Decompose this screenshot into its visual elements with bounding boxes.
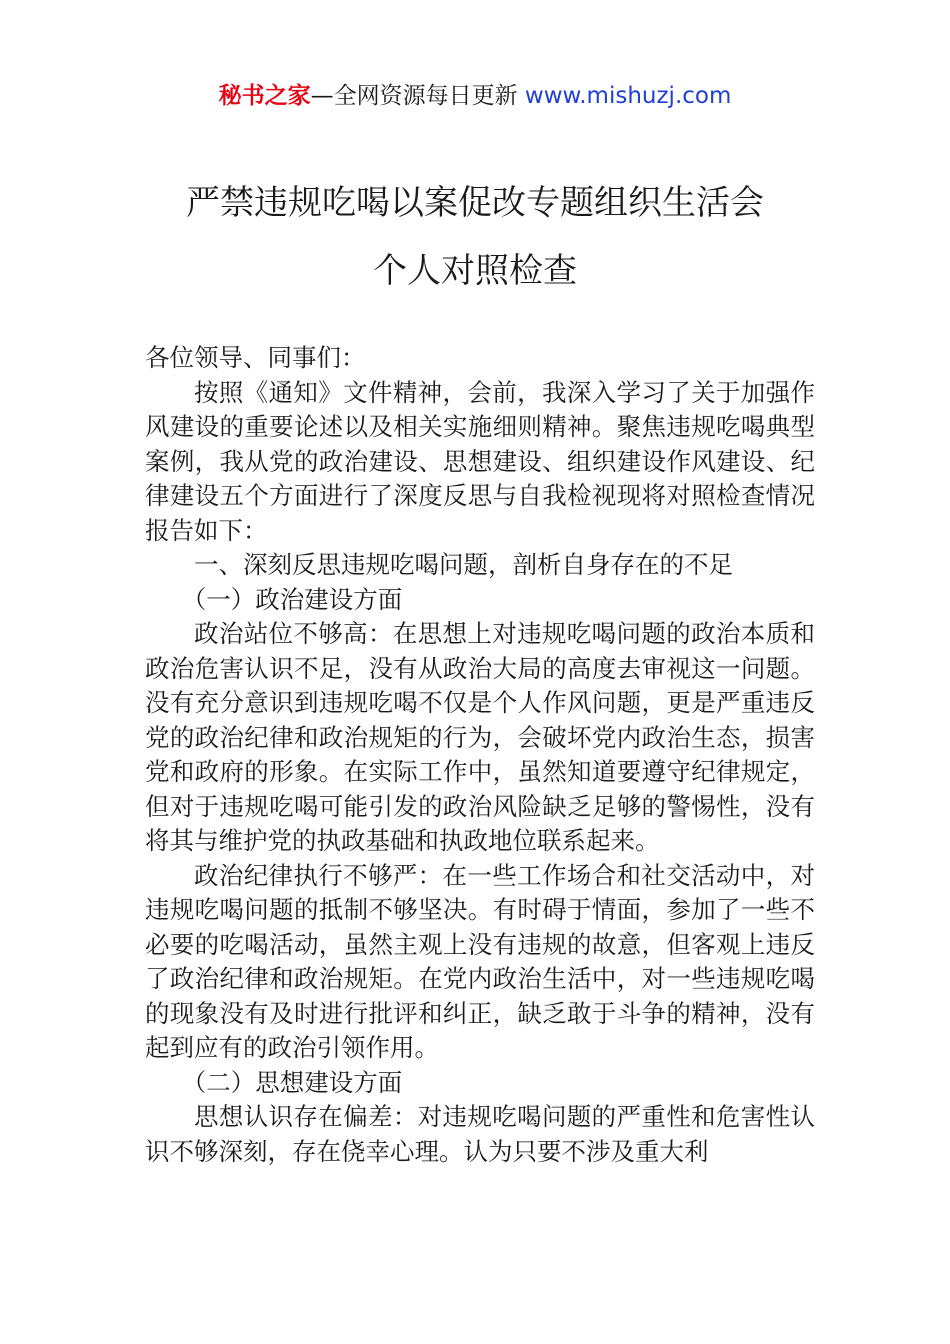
subsection-heading-political: （一）政治建设方面 (181, 584, 403, 614)
paragraph-political-stance: 政治站位不够高：在思想上对违规吃喝问题的政治本质和政治危害认识不足，没有从政治大局的高度去审视这一问题。没有充分意识到违规吃喝不仅是个人作风问题，更是严重违反党的政治纪律和政治规矩的行为，会破坏党内政治生态，损害党和政府的形象。在实际工作中，虽然知道要遵守纪律规定，但对于违规吃喝可能引发的政治风险缺乏足够的警惕性，没有将其与维护党的执政基础和执政地位联系起来。 (145, 619, 815, 855)
document-title-line-1: 严禁违规吃喝以案促改专题组织生活会 (186, 183, 764, 223)
document-body (145, 341, 815, 1169)
section-heading-1: 一、深刻反思违规吃喝问题，剖析自身存在的不足 (194, 550, 733, 579)
subsection-heading-ideological: （二）思想建设方面 (181, 1067, 403, 1097)
document-title-line-2: 个人对照检查 (373, 251, 577, 291)
paragraph-ideological-awareness: 思想认识存在偏差：对违规吃喝问题的严重性和危害性认识不够深刻，存在侥幸心理。认为只要不涉及重大利 (145, 1102, 815, 1166)
header-tagline: —全网资源每日更新 (310, 83, 525, 109)
site-url-link[interactable]: www.mishuzj.com (524, 83, 732, 109)
salutation: 各位领导、同事们： (145, 343, 366, 372)
paragraph-political-discipline: 政治纪律执行不够严：在一些工作场合和社交活动中，对违规吃喝问题的抵制不够坚决。有时碍于情面，参加了一些不必要的吃喝活动，虽然主观上没有违规的故意，但客观上违反了政治纪律和政治规矩。在党内政治生活中，对一些违规吃喝的现象没有及时进行批评和纠正，缺乏敢于斗争的精神，没有起到应有的政治引领作用。 (145, 860, 815, 1062)
brand-name: 秘书之家 (218, 83, 311, 109)
paragraph-intro: 按照《通知》文件精神，会前，我深入学习了关于加强作风建设的重要论述以及相关实施细则精神。聚焦违规吃喝典型案例，我从党的政治建设、思想建设、组织建设作风建设、纪律建设五个方面进行了深度反思与自我检视现将对照检查情况报告如下： (145, 377, 815, 545)
site-header (0, 80, 950, 112)
